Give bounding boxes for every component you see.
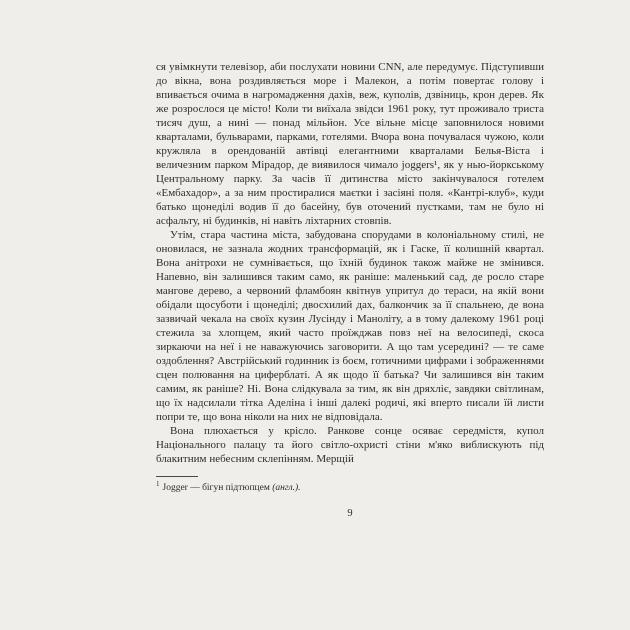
text-block — [156, 60, 544, 519]
page-number: 9 — [347, 508, 353, 519]
footnote-language-note: (англ.). — [272, 483, 301, 493]
footnote-rule — [156, 476, 198, 477]
paragraph: Вона плюхається у крісло. Ранкове сонце осяває середмістя, купол Національного палацу та його світло-охристі стіни м'яко виблискують під блакитним небесним склепінням. Мерщій — [156, 425, 544, 465]
paragraph-continuation: ся увімкнути телевізор, аби послухати новини CNN, але передумує. Підступивши до вікна, вона роздивляється море і Малекон, а потім повертає голову і впивається очима в нагромадження дахів, веж, куполів, дзвіниць, крон дерев. Як же розрослося це місто! Коли ти виїхала звідси 1961 року, тут проживало триста тисяч душ, а нині — понад мільйон. Усе вільне місце заповнилося новими кварталами, бульварами, парками, готелями. Вчора вона почувалася чужою, коли кружляла в орендованій автівці елегантними кварталами Белья-Віста і величезним парком Мірадор, де виявилося чимало joggers¹, як у нью-йоркському Центральному парку. За часів її дитинства місто закінчувалося готелем «Ембахадор», а за ним простиралися маєтки і засіяні поля. «Кантрі-клуб», куди батько щонеділі водив її до басейну, був оточений пустками, там не було ні асфальту, ні будинків, ні навіть ліхтарних стовпів. — [156, 61, 544, 227]
footnote-text: Jogger — бігун підтюпцем — [162, 483, 270, 493]
footnote-marker: 1 — [156, 479, 160, 488]
footnote — [156, 479, 544, 494]
paragraph: Утім, стара частина міста, забудована спорудами в колоніальному стилі, не оновилася, не зазнала жодних трансформацій, як і Гаске, її колишній квартал. Вона анітрохи не сумнівається, що їхній будинок також майже не змінився. Напевно, він залишився таким само, як раніше: маленький сад, де росло старе мангове дерево, а червоний фламбоян квітнув упритул до тераси, на якій вони обідали щосуботи і щонеділі; двосхилий дах, балкончик за її спальнею, де вона зазвичай чекала на своїх кузин Лусінду і Маноліту, а в тому далекому 1961 році стежила за хлопцем, який часто проїжджав повз неї на велосипеді, скоса зиркаючи на неї і не наважуючись заговорити. А що там усередині? — те саме оздоблення? Австрійський годинник із боєм, готичними цифрами і зображеннями сцен полювання на циферблаті. А як щодо її батька? Чи залишився він таким самим, як раніше? Ні. Вона слідкувала за тим, як він дряхліє, завдяки світлинам, що їх надсилали тітка Аделіна і інші далекі родичі, які вперто писали їй листи попри те, що вона ніколи на них не відповідала. — [156, 229, 544, 423]
